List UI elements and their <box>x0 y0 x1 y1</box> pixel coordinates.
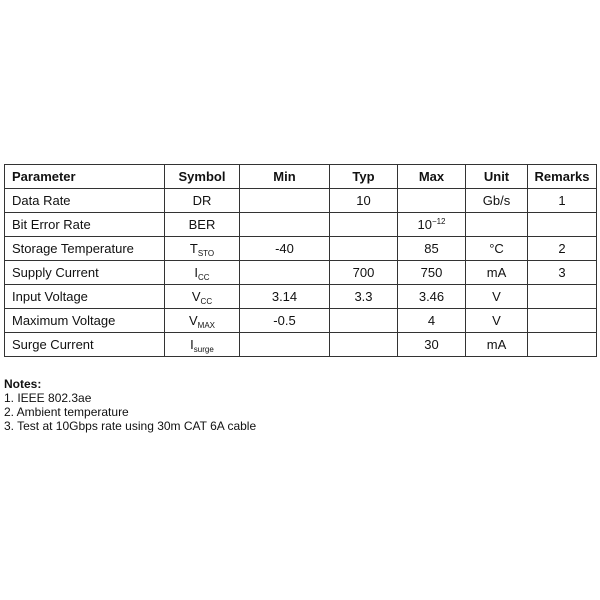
max-cell <box>398 189 466 213</box>
max-value: 30 <box>424 336 439 352</box>
symbol-main: T <box>189 240 198 256</box>
table-row <box>5 309 597 333</box>
table-row <box>5 213 597 237</box>
unit-cell: V <box>466 285 528 309</box>
remarks-cell <box>528 213 597 237</box>
max-cell <box>398 309 466 333</box>
parameter-cell: Storage Temperature <box>5 237 165 261</box>
min-cell <box>240 333 330 357</box>
parameter-cell: Bit Error Rate <box>5 213 165 237</box>
unit-cell: V <box>466 309 528 333</box>
unit-cell: mA <box>466 261 528 285</box>
header-remarks: Remarks <box>528 165 597 189</box>
max-value: 4 <box>427 312 436 328</box>
symbol-subscript: surge <box>193 344 214 354</box>
max-cell <box>398 285 466 309</box>
symbol-cell <box>165 237 240 261</box>
symbol-main: DR <box>192 192 212 208</box>
remarks-cell <box>528 333 597 357</box>
max-value: 10 <box>417 216 432 232</box>
parameter-cell: Input Voltage <box>5 285 165 309</box>
remarks-cell <box>528 285 597 309</box>
typ-cell <box>330 237 398 261</box>
remarks-cell: 1 <box>528 189 597 213</box>
parameter-cell: Surge Current <box>5 333 165 357</box>
header-typ: Typ <box>330 165 398 189</box>
min-cell <box>240 213 330 237</box>
symbol-subscript: MAX <box>197 320 215 330</box>
remarks-cell <box>528 309 597 333</box>
header-unit: Unit <box>466 165 528 189</box>
max-value: 3.46 <box>418 288 445 304</box>
note-item: 2. Ambient temperature <box>4 405 129 419</box>
table-body <box>5 189 597 357</box>
table-row <box>5 237 597 261</box>
min-cell: 3.14 <box>240 285 330 309</box>
max-cell <box>398 261 466 285</box>
notes-section <box>4 377 256 433</box>
header-parameter: Parameter <box>5 165 165 189</box>
remarks-cell: 3 <box>528 261 597 285</box>
typ-cell: 10 <box>330 189 398 213</box>
table-row <box>5 285 597 309</box>
notes-title: Notes: <box>4 377 42 391</box>
table-header-row <box>5 165 597 189</box>
max-cell <box>398 237 466 261</box>
symbol-subscript: STO <box>197 248 215 258</box>
note-item: 3. Test at 10Gbps rate using 30m CAT 6A cable <box>4 419 257 433</box>
header-min: Min <box>240 165 330 189</box>
typ-cell <box>330 213 398 237</box>
symbol-cell <box>165 189 240 213</box>
max-cell <box>398 213 466 237</box>
header-max: Max <box>398 165 466 189</box>
specifications-table <box>4 164 597 357</box>
max-value: 750 <box>420 264 443 280</box>
symbol-cell <box>165 333 240 357</box>
parameter-cell: Data Rate <box>5 189 165 213</box>
symbol-cell <box>165 309 240 333</box>
symbol-main: I <box>190 336 194 352</box>
symbol-cell <box>165 213 240 237</box>
symbol-main: I <box>194 264 199 280</box>
symbol-subscript: CC <box>198 272 210 282</box>
min-cell: -0.5 <box>240 309 330 333</box>
parameter-cell: Maximum Voltage <box>5 309 165 333</box>
min-cell: -40 <box>240 237 330 261</box>
unit-cell: °C <box>466 237 528 261</box>
max-cell <box>398 333 466 357</box>
symbol-main: V <box>188 312 198 328</box>
max-exponent: −12 <box>431 216 446 226</box>
typ-cell <box>330 333 398 357</box>
header-symbol: Symbol <box>165 165 240 189</box>
symbol-subscript: CC <box>200 296 213 306</box>
unit-cell: mA <box>466 333 528 357</box>
typ-cell: 700 <box>330 261 398 285</box>
unit-cell: Gb/s <box>466 189 528 213</box>
unit-cell <box>466 213 528 237</box>
symbol-main: V <box>191 288 201 304</box>
symbol-cell <box>165 285 240 309</box>
min-cell <box>240 261 330 285</box>
table-row <box>5 261 597 285</box>
note-item: 1. IEEE 802.3ae <box>4 391 92 405</box>
symbol-cell <box>165 261 240 285</box>
parameter-cell: Supply Current <box>5 261 165 285</box>
max-value: 85 <box>424 240 439 256</box>
symbol-main: BER <box>188 216 216 232</box>
remarks-cell: 2 <box>528 237 597 261</box>
table-row <box>5 189 597 213</box>
min-cell <box>240 189 330 213</box>
typ-cell <box>330 309 398 333</box>
typ-cell: 3.3 <box>330 285 398 309</box>
table-row <box>5 333 597 357</box>
